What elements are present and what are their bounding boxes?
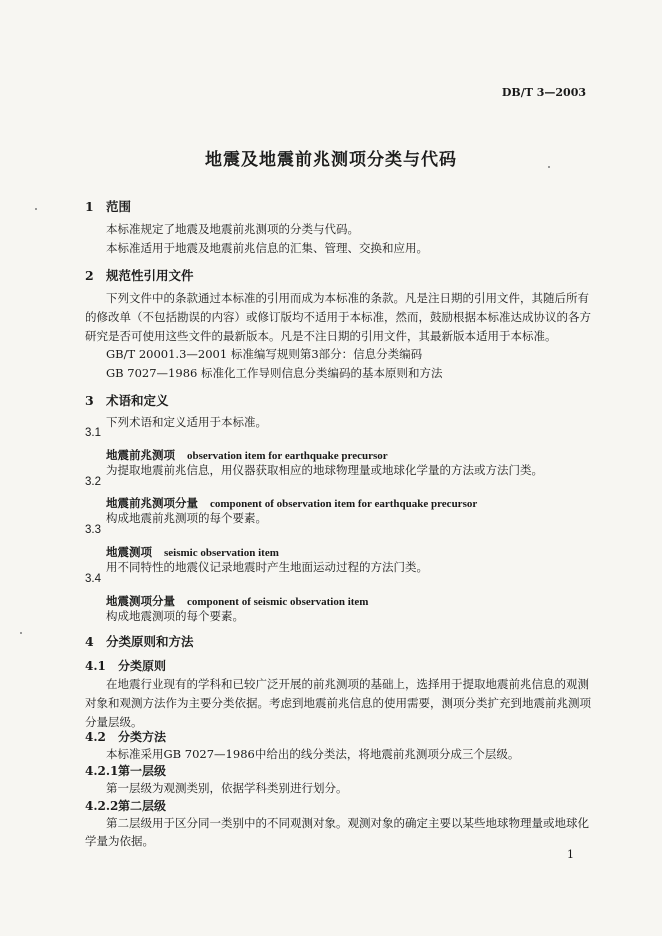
term-entry [106, 541, 279, 560]
section-number: 4 [85, 634, 94, 649]
term-entry [106, 444, 388, 463]
term-definition: 构成地震前兆测项的每个要素。 [106, 511, 267, 525]
paragraph-line: 的修改单（不包括勘误的内容）或修订版均不适用于本标准，然而，鼓励根据本标准达成协议的各方 [85, 310, 591, 324]
paragraph: 本标准规定了地震及地震前兆测项的分类与代码。 [106, 222, 359, 236]
subsection-title: 第一层级 [118, 764, 167, 778]
subsection-4-2-1-heading [85, 762, 166, 779]
term-number: 3.4 [85, 573, 101, 585]
paragraph: 本标准适用于地震及地震前兆信息的汇集、管理、交换和应用。 [106, 241, 428, 255]
paragraph-line: 下列文件中的条款通过本标准的引用而成为本标准的条款。凡是注日期的引用文件，其随后所有 [106, 291, 589, 305]
term-english: seismic observation item [164, 547, 279, 559]
term-chinese: 地震测项分量 [106, 594, 175, 608]
paragraph-line: 对象和观测方法作为主要分类依据。考虑到地震前兆信息的使用需要，测项分类扩充到地震前兆测项 [85, 696, 591, 710]
section-number: 2 [85, 268, 94, 283]
section-number: 1 [85, 199, 94, 214]
term-chinese: 地震测项 [106, 545, 152, 559]
reference-item: GB 7027—1986 标准化工作导则信息分类编码的基本原则和方法 [106, 366, 443, 380]
page-number: 1 [567, 848, 574, 861]
subsection-4-2-2-heading [85, 797, 166, 814]
paragraph-line: 分量层级。 [85, 715, 143, 729]
paragraph: 本标准采用GB 7027—1986中给出的线分类法，将地震前兆测项分成三个层级。 [106, 747, 520, 761]
paragraph-line: 研究是否可使用这些文件的最新版本。凡是不注日期的引用文件，其最新版本适用于本标准。 [85, 329, 557, 343]
term-number: 3.3 [85, 524, 101, 536]
subsection-4-1-heading [85, 657, 166, 674]
section-title: 规范性引用文件 [106, 268, 194, 283]
term-number: 3.2 [85, 476, 101, 488]
section-4-heading [85, 632, 194, 650]
subsection-number: 4.1 [85, 659, 106, 673]
section-1-heading [85, 197, 131, 215]
section-2-heading [85, 266, 194, 284]
term-english: component of observation item for earthquake precursor [210, 498, 478, 510]
paragraph: 下列术语和定义适用于本标准。 [106, 415, 267, 429]
term-chinese: 地震前兆测项分量 [106, 496, 198, 510]
reference-item: GB/T 20001.3—2001 标准编写规则第3部分：信息分类编码 [106, 347, 423, 361]
term-english: component of seismic observation item [187, 596, 369, 608]
section-title: 范围 [106, 199, 132, 214]
term-number: 3.1 [85, 427, 101, 439]
subsection-title: 分类方法 [118, 730, 167, 744]
section-title: 术语和定义 [106, 393, 169, 408]
section-3-heading [85, 391, 169, 409]
subsection-number: 4.2 [85, 730, 106, 744]
term-entry [106, 492, 477, 511]
paragraph-line: 在地震行业现有的学科和已较广泛开展的前兆测项的基础上，选择用于提取地震前兆信息的观测 [106, 677, 589, 691]
subsection-title: 分类原则 [118, 659, 167, 673]
subsection-number: 4.2.2 [85, 799, 119, 813]
scan-speck [35, 208, 37, 210]
scan-speck [20, 632, 22, 634]
subsection-number: 4.2.1 [85, 764, 119, 778]
paragraph-line: 第二层级用于区分同一类别中的不同观测对象。观测对象的确定主要以某些地球物理量或地球化 [106, 816, 589, 830]
term-english: observation item for earthquake precursor [187, 450, 388, 462]
standard-code: DB/T 3—2003 [501, 86, 586, 99]
paragraph-line: 学量为依据。 [85, 834, 154, 848]
term-definition: 为提取地震前兆信息，用仪器获取相应的地球物理量或地球化学量的方法或方法门类。 [106, 463, 543, 477]
section-number: 3 [85, 393, 94, 408]
document-title: 地震及地震前兆测项分类与代码 [205, 150, 457, 170]
subsection-title: 第二层级 [118, 799, 167, 813]
term-definition: 构成地震测项的每个要素。 [106, 609, 244, 623]
term-entry [106, 590, 368, 609]
section-title: 分类原则和方法 [106, 634, 194, 649]
term-definition: 用不同特性的地震仪记录地震时产生地面运动过程的方法门类。 [106, 560, 428, 574]
term-chinese: 地震前兆测项 [106, 448, 175, 462]
subsection-4-2-heading [85, 728, 166, 745]
paragraph: 第一层级为观测类别，依据学科类别进行划分。 [106, 781, 348, 795]
